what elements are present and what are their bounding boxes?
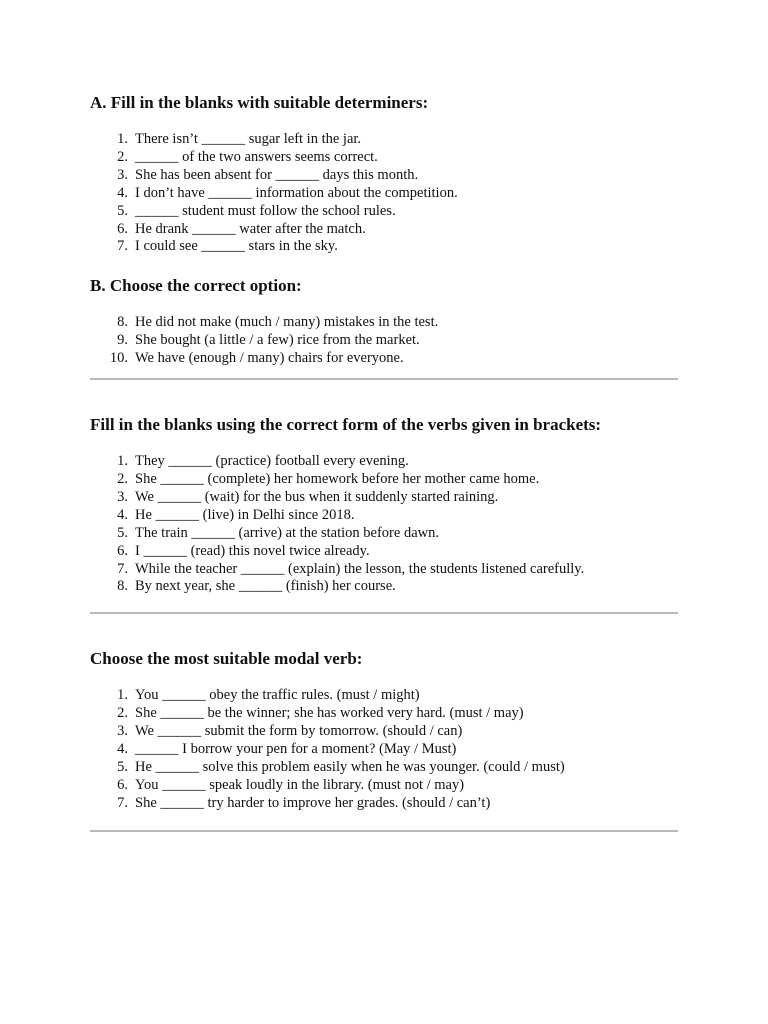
item-text: There isn’t ______ sugar left in the jar. bbox=[135, 131, 362, 147]
list-item bbox=[90, 131, 678, 149]
list-item bbox=[90, 687, 678, 705]
item-number: 6. bbox=[117, 776, 128, 793]
item-number: 10. bbox=[109, 350, 128, 367]
list-item bbox=[90, 332, 678, 350]
item-text: He drank ______ water after the match. bbox=[135, 220, 366, 237]
item-text: I ______ (read) this novel twice already. bbox=[135, 542, 370, 559]
item-number: 2. bbox=[117, 705, 128, 722]
item-number: 7. bbox=[117, 238, 128, 255]
item-text: We ______ submit the form by tomorrow. (should / can) bbox=[135, 723, 463, 740]
item-text: He ______ solve this problem easily when he was younger. (could / must) bbox=[135, 758, 565, 775]
item-text: While the teacher ______ (explain) the lesson, the students listened carefully. bbox=[135, 560, 585, 577]
item-text: By next year, she ______ (finish) her course. bbox=[135, 578, 396, 595]
item-number: 4. bbox=[117, 184, 128, 201]
item-number: 3. bbox=[117, 488, 128, 505]
item-number: 1. bbox=[117, 453, 128, 470]
list-item bbox=[90, 525, 678, 543]
item-number: 2. bbox=[117, 148, 128, 165]
list-item bbox=[90, 471, 678, 489]
item-text: She ______ be the winner; she has worked very hard. (must / may) bbox=[135, 705, 524, 722]
item-text: I could see ______ stars in the sky. bbox=[135, 238, 338, 255]
list-item bbox=[90, 185, 678, 203]
section-modals-list bbox=[90, 687, 678, 812]
item-number: 5. bbox=[117, 524, 128, 541]
section-divider bbox=[90, 378, 678, 380]
item-text: She ______ try harder to improve her grades. (should / can’t) bbox=[135, 794, 491, 811]
item-number: 9. bbox=[117, 332, 128, 349]
section-divider bbox=[90, 612, 678, 614]
item-number: 5. bbox=[117, 202, 128, 219]
section-a-title: A. Fill in the blanks with suitable determiners: bbox=[90, 93, 429, 112]
list-item bbox=[90, 723, 678, 741]
item-number: 1. bbox=[117, 131, 128, 147]
list-item bbox=[90, 795, 678, 813]
section-b-list bbox=[90, 314, 678, 368]
item-number: 2. bbox=[117, 470, 128, 487]
list-item bbox=[90, 489, 678, 507]
item-number: 4. bbox=[117, 741, 128, 758]
list-item bbox=[90, 453, 678, 471]
list-item bbox=[90, 741, 678, 759]
list-item bbox=[90, 203, 678, 221]
section-divider bbox=[90, 830, 678, 832]
item-text: She has been absent for ______ days this month. bbox=[135, 166, 419, 183]
list-item bbox=[90, 578, 678, 596]
item-text: She ______ (complete) her homework before her mother came home. bbox=[135, 470, 540, 487]
section-a-list bbox=[90, 131, 678, 256]
list-item bbox=[90, 777, 678, 795]
list-item bbox=[90, 221, 678, 239]
list-item bbox=[90, 167, 678, 185]
item-number: 1. bbox=[117, 687, 128, 704]
item-text: You ______ speak loudly in the library. (must not / may) bbox=[135, 776, 465, 793]
item-number: 4. bbox=[117, 506, 128, 523]
item-number: 6. bbox=[117, 542, 128, 559]
item-number: 3. bbox=[117, 166, 128, 183]
item-text: You ______ obey the traffic rules. (must / might) bbox=[135, 687, 420, 704]
item-text: ______ of the two answers seems correct. bbox=[135, 148, 378, 165]
list-item bbox=[90, 507, 678, 525]
section-b-title: B. Choose the correct option: bbox=[90, 276, 302, 296]
item-text: We ______ (wait) for the bus when it suddenly started raining. bbox=[135, 488, 499, 505]
list-item bbox=[90, 350, 678, 368]
item-text: He did not make (much / many) mistakes in the test. bbox=[135, 314, 439, 331]
item-text: He ______ (live) in Delhi since 2018. bbox=[135, 506, 355, 523]
item-text: The train ______ (arrive) at the station before dawn. bbox=[135, 524, 439, 541]
item-number: 5. bbox=[117, 758, 128, 775]
item-text: She bought (a little / a few) rice from the market. bbox=[135, 332, 420, 349]
item-number: 8. bbox=[117, 314, 128, 331]
item-text: ______ I borrow your pen for a moment? (May / Must) bbox=[135, 741, 457, 758]
section-modals-title: Choose the most suitable modal verb: bbox=[90, 649, 363, 669]
item-number: 8. bbox=[117, 578, 128, 595]
item-text: We have (enough / many) chairs for everyone. bbox=[135, 350, 404, 367]
item-text: ______ student must follow the school rules. bbox=[135, 202, 396, 219]
section-verbs-list bbox=[90, 453, 678, 596]
list-item bbox=[90, 149, 678, 167]
list-item bbox=[90, 314, 678, 332]
list-item bbox=[90, 238, 678, 256]
item-number: 7. bbox=[117, 794, 128, 811]
list-item bbox=[90, 759, 678, 777]
item-number: 7. bbox=[117, 560, 128, 577]
item-text: They ______ (practice) football every evening. bbox=[135, 453, 409, 470]
item-text: I don’t have ______ information about the competition. bbox=[135, 184, 458, 201]
section-verbs-title: Fill in the blanks using the correct form of the verbs given in brackets: bbox=[90, 415, 602, 435]
list-item bbox=[90, 705, 678, 723]
list-item bbox=[90, 561, 678, 579]
item-number: 3. bbox=[117, 723, 128, 740]
item-number: 6. bbox=[117, 220, 128, 237]
list-item bbox=[90, 543, 678, 561]
